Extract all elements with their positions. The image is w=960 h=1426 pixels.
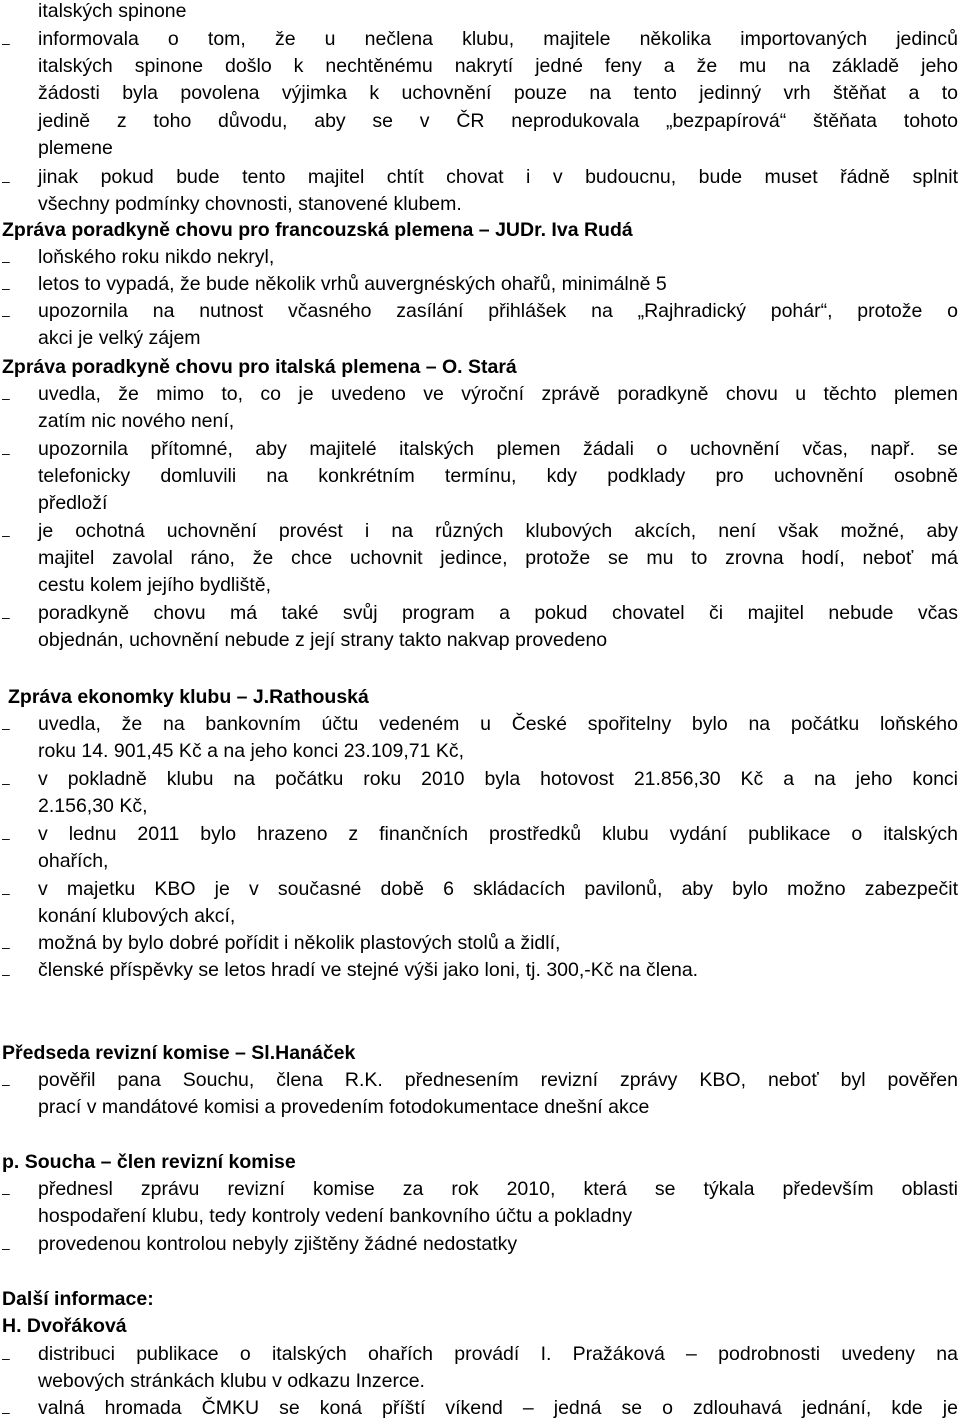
bullet-dash: –: [2, 390, 10, 406]
bullet-dash: –: [2, 445, 10, 461]
bullet-dash: –: [2, 775, 10, 791]
bullet-dash: –: [2, 966, 10, 982]
section-heading: Další informace:: [2, 1288, 154, 1310]
section-heading: p. Soucha – člen revizní komise: [2, 1151, 296, 1173]
list-item-text: jinak pokud bude tento majitel chtít chovat i v budoucnu, bude muset řádně splnit všechny podmínky chovnosti, stanovené klubem.: [38, 166, 958, 216]
bullet-dash: –: [2, 1350, 10, 1366]
bullet-dash: –: [2, 35, 10, 51]
bullet-dash: –: [2, 1240, 10, 1256]
bullet-dash: –: [2, 609, 10, 625]
bullet-dash: –: [2, 885, 10, 901]
bullet-dash: –: [2, 1404, 10, 1420]
section-heading: Zpráva poradkyně chovu pro italská plemena – O. Stará: [2, 356, 517, 378]
bullet-dash: –: [2, 1076, 10, 1092]
section-subheading: H. Dvořáková: [2, 1315, 127, 1337]
bullet-dash: –: [2, 253, 10, 269]
bullet-dash: –: [2, 720, 10, 736]
section-heading: Zpráva poradkyně chovu pro francouzská plemena – JUDr. Iva Rudá: [2, 219, 633, 241]
list-item-text: informovala o tom, že u nečlena klubu, majitele několika importovaných jedinců italských spinone došlo k nechtěnému nakrytí jedné feny a že mu na základě jeho žádosti byla povolena výjimka k uchovnění pouze na tento jedinný vrh štěňat a to jedině z toho důvodu, aby se v ČR neprodukovala „bezpapírová“ štěňata tohoto plemene: [38, 28, 958, 159]
fragment-line: italských spinone: [38, 0, 187, 22]
bullet-dash: –: [2, 527, 10, 543]
bullet-dash: –: [2, 1185, 10, 1201]
bullet-dash: –: [2, 173, 10, 189]
bullet-dash: –: [2, 307, 10, 323]
bullet-dash: –: [2, 830, 10, 846]
section-heading: Předseda revizní komise – Sl.Hanáček: [2, 1042, 356, 1064]
section-heading: Zpráva ekonomky klubu – J.Rathouská: [8, 686, 369, 708]
bullet-dash: –: [2, 280, 10, 296]
bullet-dash: –: [2, 939, 10, 955]
